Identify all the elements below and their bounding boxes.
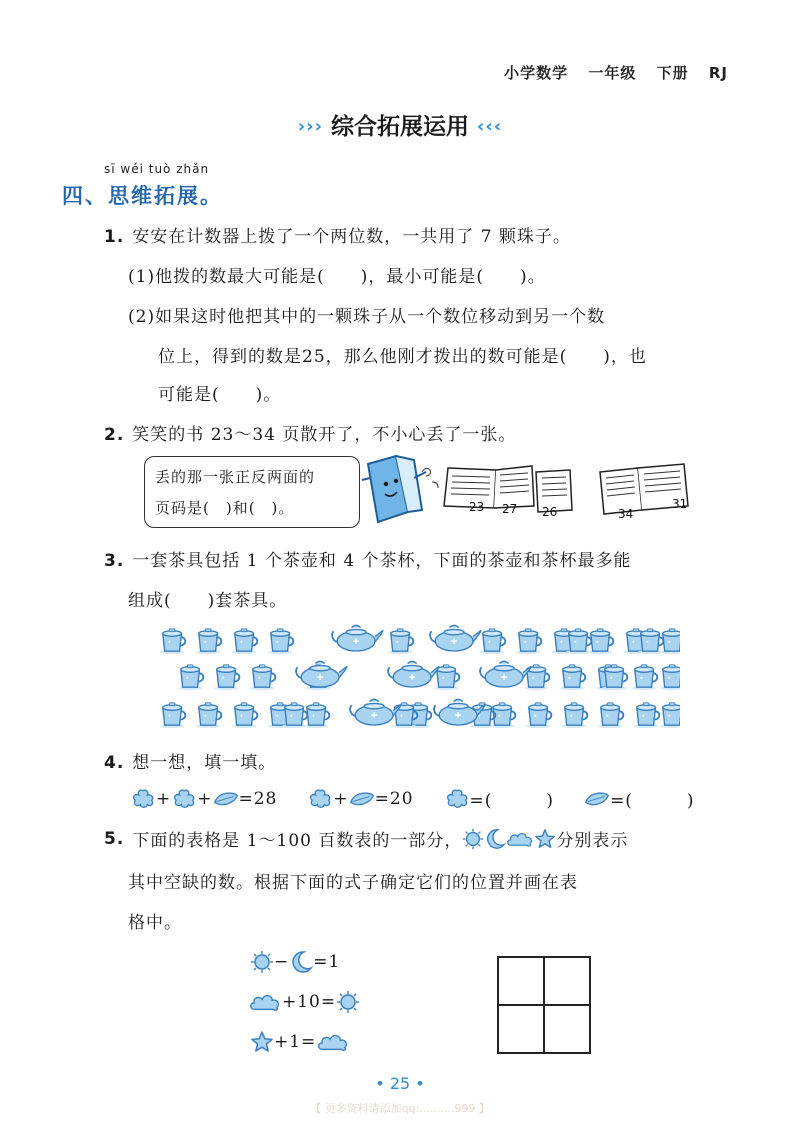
book-pages-illustration [356,450,696,532]
eq2-result: =20 [374,788,414,809]
q2-stem [104,420,516,445]
left-arrows-icon: ‹‹‹ [477,116,503,137]
teapot-icon [296,661,347,687]
teacup-icon [516,629,541,654]
sun-icon [462,828,484,850]
q2-number: 2. [104,425,125,445]
flower-answer: =( ) [469,791,555,811]
q3-stem [104,546,632,571]
q1-text: 安安在计数器上拨了一个两位数，一共用了 7 颗珠子。 [132,227,571,247]
part-title: 四、思维拓展。 [62,184,223,208]
subject-label: 小学数学 [504,64,569,82]
leaf-icon [349,790,375,808]
teacup-icon [160,703,185,728]
callout-line1: 丢的那一张正反两面的 [155,468,316,486]
formula3-mid: +1= [274,1032,317,1052]
q4-text: 想一想，填一填。 [132,753,277,773]
moon-icon [484,828,506,850]
watermark: 【 更多资料请添加qq:..........999 】 [310,1102,490,1115]
teacup-icon [196,703,221,728]
sun-icon [336,990,360,1014]
formula1-minus: − [274,952,290,972]
callout-line2: 页码是( )和( )。 [155,499,295,517]
page-label-5: 31 [672,497,688,511]
q4-number: 4. [104,753,125,773]
flower-icon [171,788,197,809]
speech-bubble [144,456,360,528]
hundred-chart-grid [497,956,591,1054]
sun-icon [250,950,274,974]
teapot-icon [388,661,439,687]
teacup-icon [634,703,659,728]
volume-label: 下册 [656,64,689,82]
teacup-icon [660,665,680,690]
teacup-icon [388,629,413,654]
book-character-icon [362,456,438,522]
q1-sub2-line3: 可能是( )。 [158,385,282,405]
teacup-icon [196,629,221,654]
leaf-icon [213,790,239,808]
star-icon [534,828,556,850]
page-label-2: 27 [502,502,518,516]
teapot-icon [480,661,531,687]
q4-stem [104,748,276,773]
teacup-icon [562,703,587,728]
q3-text-line2: 组成( )套茶具。 [128,591,288,611]
q5-text-line2: 其中空缺的数。根据下面的式子确定它们的位置并画在表 [128,873,578,893]
book-header [490,62,728,83]
teacup-icon [480,629,505,654]
formula-3 [250,1030,350,1054]
cloud-icon [506,830,534,848]
formula1-result: =1 [313,952,341,972]
teacup-icon [214,665,239,690]
page-number: • 25 • [375,1074,425,1093]
teacup-icon [160,629,185,654]
q4-equations: + + =28 + =20 =( ) =( ) [130,786,695,811]
teacup-icon [632,665,657,690]
teacup-icon [560,665,585,690]
section-title [0,108,800,141]
q1-stem [104,222,571,247]
teacup-icon [598,703,623,728]
teacup-icon [232,703,257,728]
flower-icon [130,788,156,809]
q5-text-line1b: 分别表示 [556,831,629,851]
page-sheet-1 [444,466,534,508]
teacup-icon [250,665,275,690]
formula-2 [248,990,360,1014]
q1-sub1: (1)他拨的数最大可能是( )，最小可能是( )。 [128,267,546,287]
flower-icon [444,788,470,809]
q1-number: 1. [104,227,125,247]
teapot-icon [430,625,481,651]
tea-set-illustration [160,620,680,732]
q5-text-line1: 下面的表格是 1～100 百数表的一部分， [132,831,463,851]
page-label-1: 23 [469,500,485,514]
cloud-icon [316,1032,350,1052]
right-arrows-icon: ››› [297,116,323,137]
q1-sub2-line2: 位上，得到的数是25，那么他刚才拨出的数可能是( )，也 [158,347,647,367]
eq1-result: =28 [238,788,278,809]
leaf-answer: =( ) [610,791,695,811]
teacup-icon [526,703,551,728]
leaf-icon [584,790,610,808]
star-icon [250,1030,274,1054]
formula2-mid: +10= [282,992,337,1012]
teacup-icon [178,665,203,690]
teapot-icon [332,625,383,651]
teacup-icon [268,629,293,654]
cloud-icon [248,992,282,1012]
q5-text-line3: 格中。 [128,913,182,933]
q3-text-line1: 一套茶具包括 1 个茶壶和 4 个茶杯，下面的茶壶和茶杯最多能 [132,551,632,571]
teacup-icon [232,629,257,654]
page-label-3: 26 [542,505,558,519]
teacup-icon [490,703,515,728]
page-label-4: 34 [618,507,634,521]
edition-label: RJ [708,64,728,82]
grade-label: 一年级 [588,64,637,82]
q5-number: 5. [104,828,125,849]
formula-1 [250,950,340,974]
q3-number: 3. [104,551,125,571]
flower-icon [307,788,333,809]
teapot-icon [350,699,401,725]
part-pinyin: sī wéi tuò zhǎn [104,162,210,176]
q1-sub2-line1: (2)如果这时他把其中的一颗珠子从一个数位移动到另一个数 [128,307,606,327]
grid-divider-horizontal [499,1004,589,1006]
section-title-text: 综合拓展运用 [331,114,469,140]
moon-icon [289,950,313,974]
teacup-icon [660,703,680,728]
q2-text: 笑笑的书 23～34 页散开了，不小心丢了一张。 [132,425,517,445]
q5-stem [104,826,628,851]
